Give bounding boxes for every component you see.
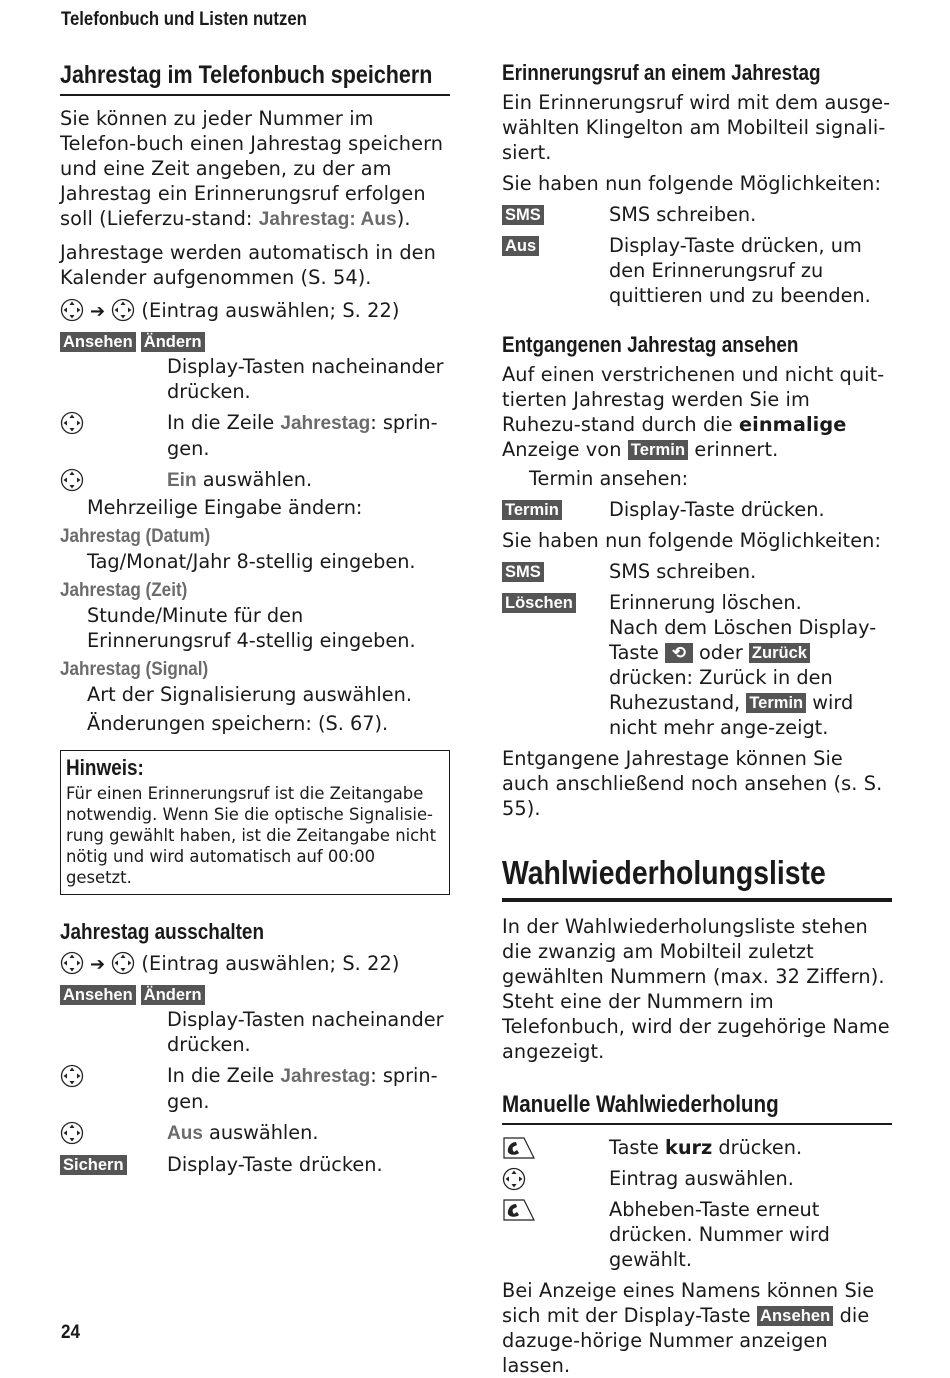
save-instruction: Änderungen speichern: (S. 67). <box>87 712 389 735</box>
display-key-termin: Termin <box>746 693 806 713</box>
paragraph: Sie haben nun folgende Möglichkeiten: <box>502 529 882 552</box>
section-heading: Manuelle Wahlwiederholung <box>502 1090 892 1125</box>
section-heading: Erinnerungsruf an einem Jahrestag <box>502 60 821 85</box>
paragraph: Sie haben nun folgende Möglichkeiten: <box>502 172 882 195</box>
paragraph: Auf einen verstrichenen und nicht quit-tierten Jahrestag werden Sie im Ruhezu-stand durch die einmalige Anzeige von Termin erinnert. <box>502 363 885 461</box>
call-key-icon <box>502 1137 536 1159</box>
display-key-termin: Termin <box>628 440 688 460</box>
note-title: Hinweis: <box>66 755 144 780</box>
navigation-key-icon <box>60 951 84 975</box>
section-heading: Jahrestag im Telefonbuch speichern <box>60 60 450 96</box>
right-column <box>502 60 892 1378</box>
step-row: Taste kurz drücken. <box>502 1135 892 1160</box>
display-key-aendern: Ändern <box>141 985 205 1005</box>
navigation-key-icon <box>60 468 84 492</box>
paragraph: Ein Erinnerungsruf wird mit dem ausge-wählten Klingelton am Mobilteil signali-siert. <box>502 91 891 164</box>
option-row: SMS SMS schreiben. <box>502 559 892 584</box>
back-key-icon: ⟲ <box>665 643 693 663</box>
display-key-sichern: Sichern <box>60 1155 127 1175</box>
intro-paragraph: Sie können zu jeder Nummer im Telefon-buch einen Jahrestag speichern und eine Zeit angeben, zu der am Jahrestag ein Erinnerungsruf erfolgen soll (Lieferzu-stand: Jahrestag: Aus). <box>60 107 444 230</box>
display-key-sms: SMS <box>502 205 544 225</box>
display-key-aendern: Ändern <box>141 332 205 352</box>
display-key-ansehen: Ansehen <box>60 985 136 1005</box>
display-key-ansehen: Ansehen <box>60 332 136 352</box>
paragraph: In der Wahlwiederholungsliste stehen die zwanzig am Mobilteil zuletzt gewählten Nummern (max. 32 Ziffern). Steht eine der Nummern im Telefonbuch, wird der zugehörige Name angezeigt. <box>502 915 890 1063</box>
left-column <box>60 60 450 1183</box>
note-box <box>60 750 450 895</box>
section-heading: Entgangenen Jahrestag ansehen <box>502 332 799 357</box>
step-row: Sichern Display-Taste drücken. <box>60 1152 450 1177</box>
step-row: In die Zeile Jahrestag: sprin-gen. <box>60 1063 450 1114</box>
display-key-termin: Termin <box>502 500 562 520</box>
display-key-zurueck: Zurück <box>749 643 810 663</box>
field-description: Tag/Monat/Jahr 8-stellig eingeben. <box>87 550 416 573</box>
option-row: Löschen Erinnerung löschen. Nach dem Löschen Display-Taste ⟲ oder Zurück drücken: Zurück in den Ruhezustand, Termin wird nicht mehr ange-zeigt. <box>502 590 892 740</box>
navigation-key-icon <box>60 411 84 435</box>
step-row: Eintrag auswählen. <box>502 1166 892 1191</box>
navigation-key-icon <box>111 951 135 975</box>
display-key-loeschen: Löschen <box>502 593 576 613</box>
option-row: Aus Display-Taste drücken, um den Erinnerungsruf zu quittieren und zu beenden. <box>502 233 892 308</box>
option-row: Termin Display-Taste drücken. <box>502 497 892 522</box>
nav-instruction: ➔ (Eintrag auswählen; S. 22) <box>60 298 450 324</box>
page-number: 24 <box>61 1322 81 1343</box>
chapter-heading: Wahlwiederholungsliste <box>502 853 892 902</box>
paragraph: Termin ansehen: <box>529 467 689 490</box>
nav-instruction: ➔ (Eintrag auswählen; S. 22) <box>60 951 450 977</box>
option-row: SMS SMS schreiben. <box>502 202 892 227</box>
note-text: Für einen Erinnerungsruf ist die Zeitangabe notwendig. Wenn Sie die optische Signalisie-rung gewählt haben, ist die Zeitangabe nicht nötig und wird automatisch auf 00:00 gesetzt. <box>66 784 436 887</box>
step-row: Abheben-Taste erneut drücken. Nummer wird gewählt. <box>502 1197 892 1272</box>
step-row: Ein auswählen. <box>60 467 450 493</box>
multiline-intro: Mehrzeilige Eingabe ändern: <box>87 496 363 519</box>
navigation-key-icon <box>60 1064 84 1088</box>
field-label: Jahrestag (Signal) <box>60 659 209 680</box>
display-key-sms: SMS <box>502 562 544 582</box>
field-description: Art der Signalisierung auswählen. <box>87 683 413 706</box>
paragraph: Bei Anzeige eines Namens können Sie sich mit der Display-Taste Ansehen die dazuge-hörige Nummer anzeigen lassen. <box>502 1279 875 1377</box>
running-header: Telefonbuch und Listen nutzen <box>61 9 307 30</box>
field-description: Stunde/Minute für den Erinnerungsruf 4-stellig eingeben. <box>87 604 416 652</box>
navigation-key-icon <box>502 1167 526 1191</box>
step-row: Display-Tasten nacheinander drücken. <box>167 1008 444 1056</box>
section-heading: Jahrestag ausschalten <box>60 919 265 944</box>
call-key-icon <box>502 1199 536 1221</box>
paragraph: Entgangene Jahrestage können Sie auch anschließend noch ansehen (s. S. 55). <box>502 747 883 820</box>
arrow-right-icon: ➔ <box>90 301 106 322</box>
step-row: Aus auswählen. <box>60 1120 450 1146</box>
navigation-key-icon <box>60 1121 84 1145</box>
arrow-right-icon: ➔ <box>90 954 106 975</box>
step-row: In die Zeile Jahrestag: sprin-gen. <box>60 410 450 461</box>
navigation-key-icon <box>111 298 135 322</box>
display-key-ansehen: Ansehen <box>757 1306 833 1326</box>
field-label: Jahrestag (Zeit) <box>60 580 188 601</box>
ui-term: Jahrestag: Aus <box>258 209 397 230</box>
display-key-aus: Aus <box>502 236 539 256</box>
step-row: Display-Tasten nacheinander drücken. <box>167 355 444 403</box>
paragraph: Jahrestage werden automatisch in den Kalender aufgenommen (S. 54). <box>60 241 436 289</box>
navigation-key-icon <box>60 298 84 322</box>
field-label: Jahrestag (Datum) <box>60 526 211 547</box>
